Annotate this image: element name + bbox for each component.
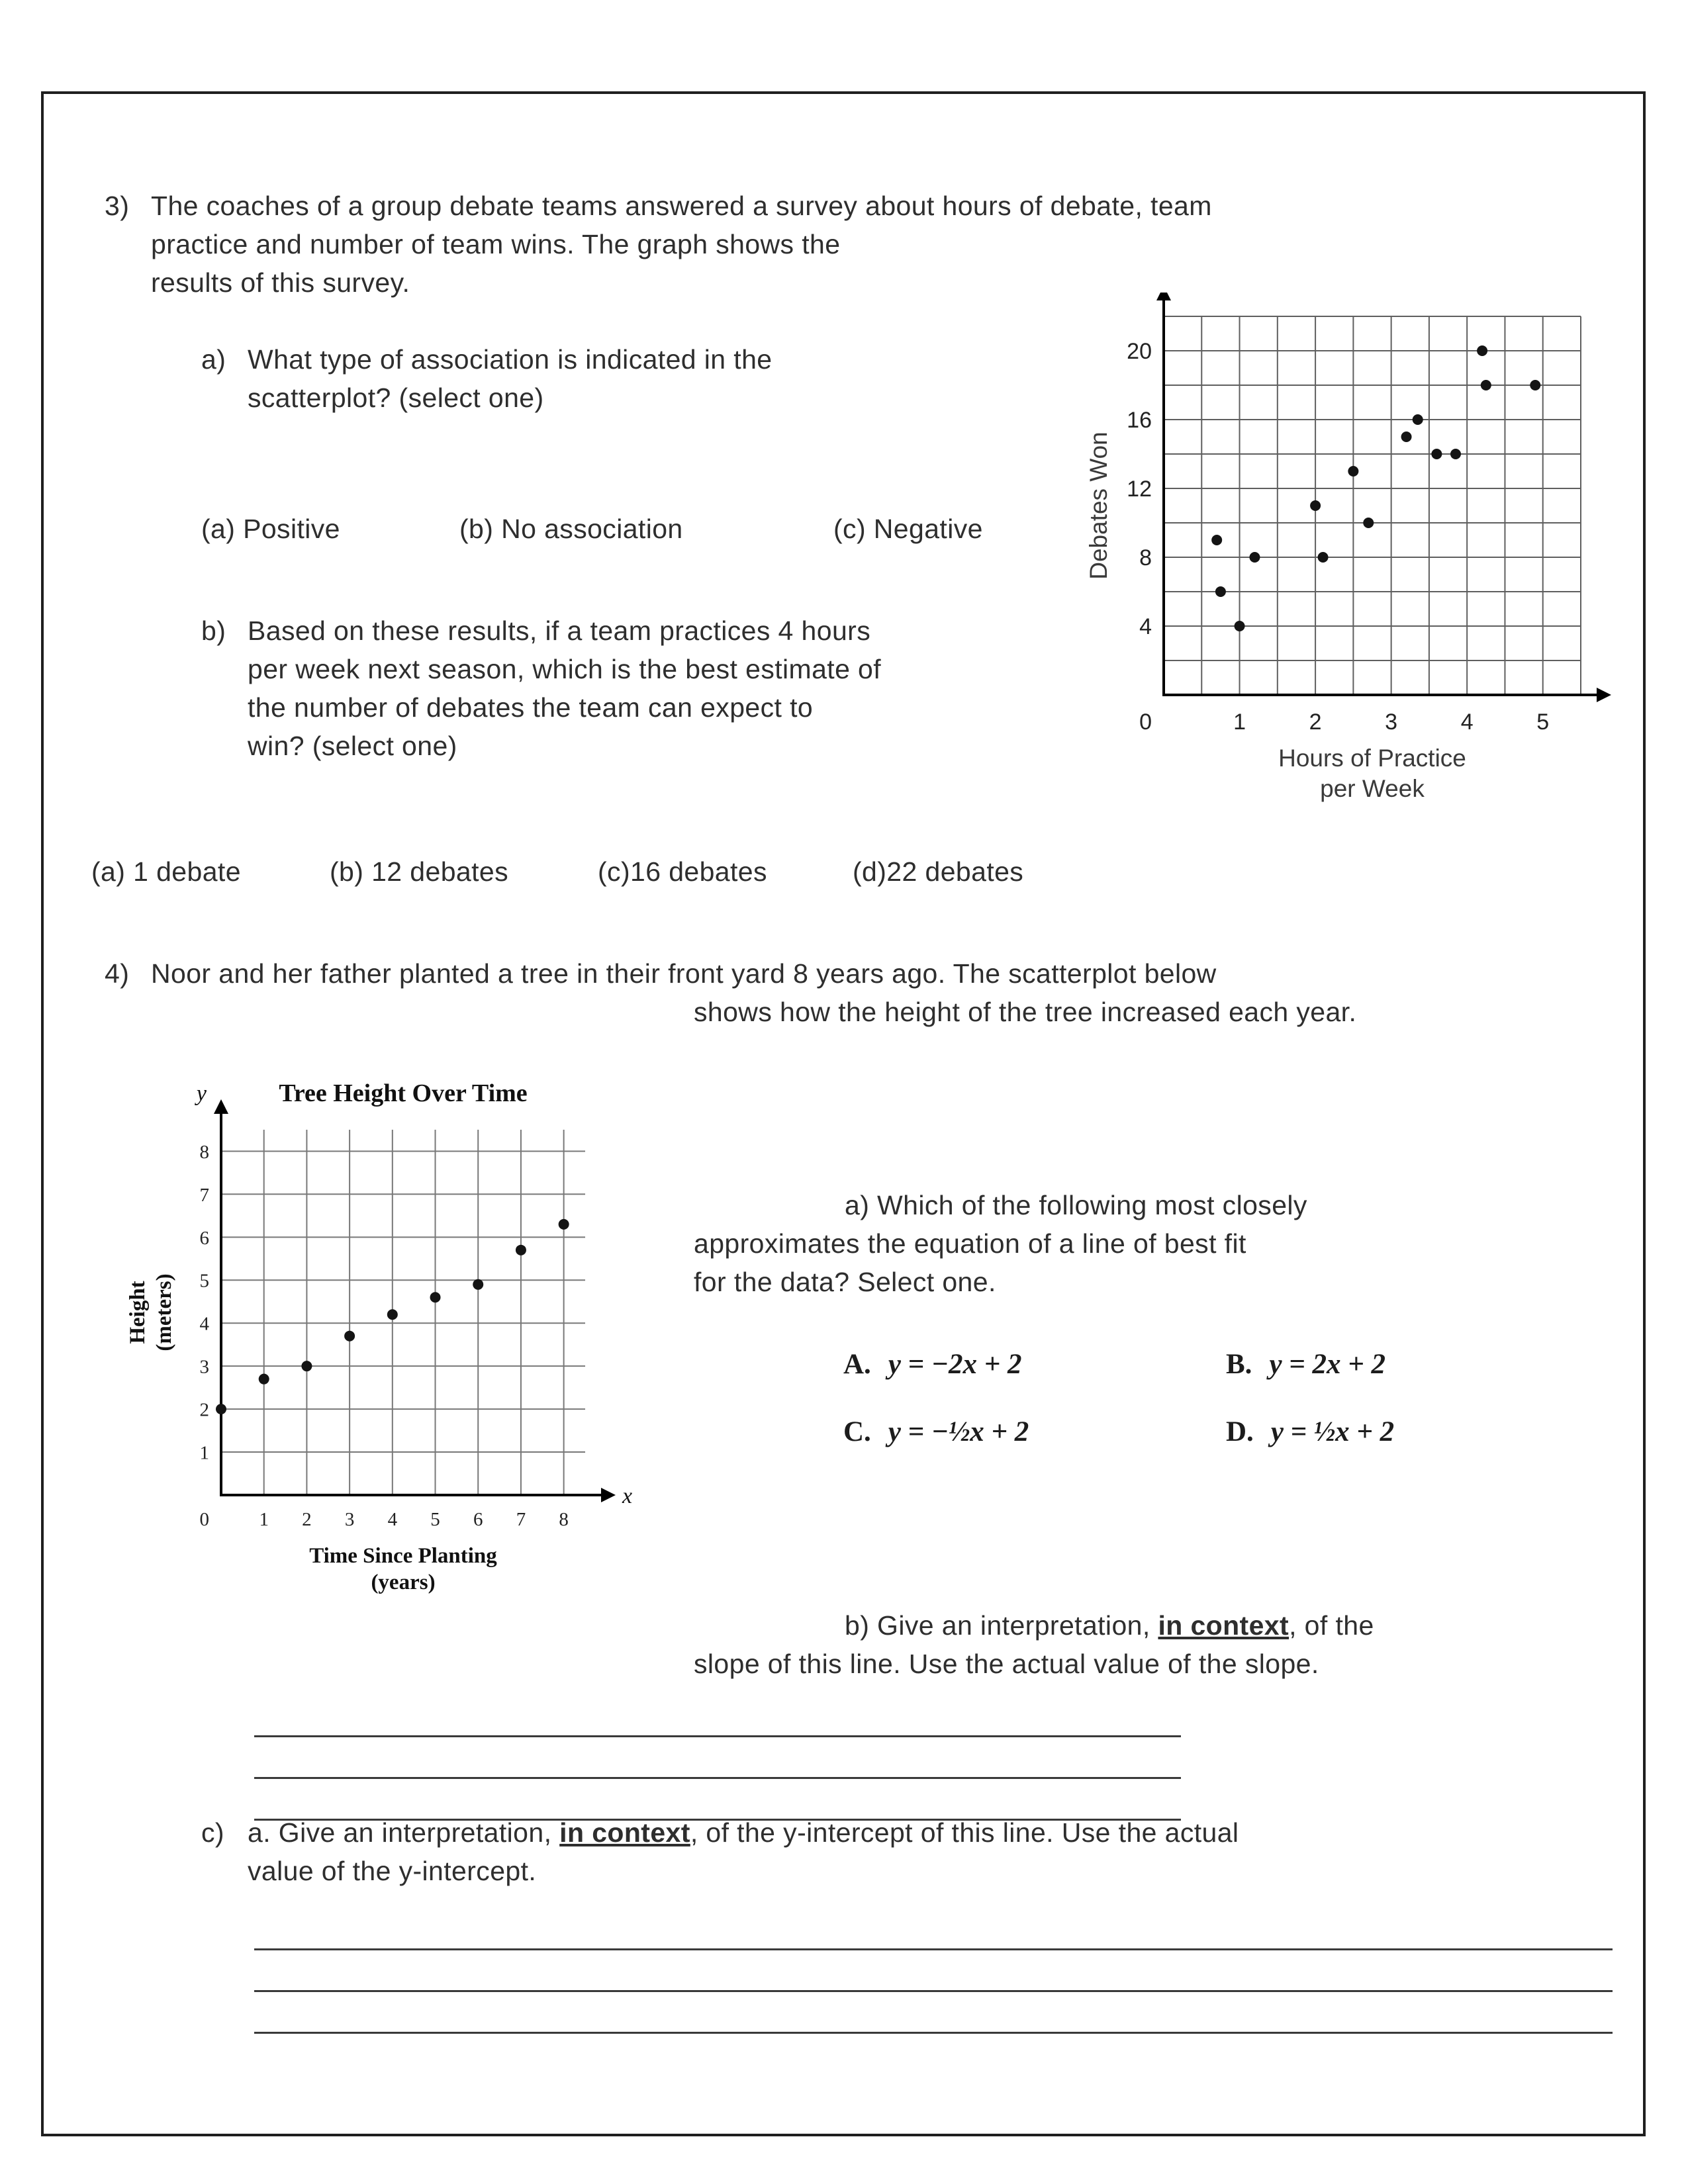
svg-text:1: 1 (199, 1442, 209, 1464)
question-3a-options (201, 510, 1194, 549)
question-4c (201, 1813, 1638, 1890)
question-3b-text-line: Based on these results, if a team practices 4 hours (248, 615, 871, 646)
svg-text:0: 0 (199, 1509, 209, 1530)
svg-text:y: y (196, 1081, 207, 1106)
svg-text:Time Since Planting: Time Since Planting (309, 1544, 497, 1568)
question-4c-label: c) (201, 1817, 224, 1848)
choice-D-label: D. (1226, 1416, 1254, 1447)
option-no-association: (b) No association (459, 514, 683, 544)
svg-text:2: 2 (1309, 709, 1322, 735)
svg-text:0: 0 (1139, 709, 1152, 735)
debates-scatterplot (1064, 293, 1620, 815)
question-4a-text-line: a) Which of the following most closely (845, 1190, 1307, 1220)
option-16-debates: (c)16 debates (598, 856, 767, 887)
answer-line (254, 1992, 1613, 2034)
question-3 (105, 187, 1561, 302)
svg-text:6: 6 (199, 1227, 209, 1249)
svg-text:Debates Won: Debates Won (1085, 432, 1112, 580)
question-4-text-line: shows how the height of the tree increased each year. (694, 997, 1357, 1027)
question-4b-post: , of the (1289, 1610, 1374, 1641)
svg-text:7: 7 (199, 1184, 209, 1206)
svg-text:4: 4 (387, 1509, 398, 1530)
svg-text:1: 1 (259, 1509, 269, 1530)
svg-text:3: 3 (344, 1509, 355, 1530)
question-4c-answer-lines (254, 1909, 1613, 2034)
question-3a (201, 340, 1095, 417)
question-3b-label: b) (201, 615, 226, 646)
answer-line (254, 1696, 1181, 1737)
question-4c-post: , of the y-intercept of this line. Use the actual (690, 1817, 1239, 1848)
question-4b-pre: b) Give an interpretation, (845, 1610, 1158, 1641)
svg-text:5: 5 (199, 1270, 209, 1292)
svg-text:4: 4 (1460, 709, 1474, 735)
question-4c-text-line (248, 1813, 1638, 1852)
svg-text:x: x (622, 1484, 633, 1508)
svg-text:5: 5 (430, 1509, 440, 1530)
answer-line (254, 1737, 1181, 1779)
question-4c-pre: a. Give an interpretation, (248, 1817, 560, 1848)
svg-text:3: 3 (1385, 709, 1398, 735)
question-3b (201, 612, 1128, 765)
question-4a-choices (843, 1348, 1651, 1494)
question-3b-options (91, 852, 1250, 892)
question-4a (694, 1186, 1640, 1301)
svg-text:(years): (years) (371, 1570, 436, 1594)
svg-text:2: 2 (199, 1399, 209, 1421)
svg-text:1: 1 (1233, 709, 1246, 735)
svg-text:8: 8 (1139, 545, 1152, 571)
question-4c-emphasis: in context (559, 1817, 690, 1848)
choice-A-label: A. (843, 1349, 871, 1380)
question-4a-text-line: approximates the equation of a line of best fit (694, 1228, 1246, 1259)
option-negative: (c) Negative (833, 514, 983, 544)
question-4 (105, 954, 1614, 1031)
question-3-text-line: The coaches of a group debate teams answered a survey about hours of debate, team (151, 191, 1212, 221)
choice-D-equation: y = ½x + 2 (1270, 1416, 1395, 1447)
question-3b-text-line: the number of debates the team can expect to (248, 692, 814, 723)
question-3b-text-line: per week next season, which is the best estimate of (248, 654, 882, 684)
question-3a-text-line: scatterplot? (select one) (248, 383, 544, 413)
question-3a-text-line: What type of association is indicated in the (248, 344, 773, 375)
svg-text:Tree Height Over Time: Tree Height Over Time (279, 1079, 528, 1107)
svg-text:Height: Height (126, 1281, 150, 1344)
choice-B-label: B. (1226, 1349, 1252, 1380)
choice-A-equation: y = −2x + 2 (888, 1349, 1022, 1380)
question-4b-text-line (845, 1606, 1647, 1645)
choice-A (843, 1348, 1021, 1381)
answer-line (254, 1909, 1613, 1950)
svg-text:(meters): (meters) (152, 1273, 176, 1351)
svg-text:4: 4 (199, 1313, 209, 1335)
svg-text:8: 8 (559, 1509, 569, 1530)
choice-B-equation: y = 2x + 2 (1269, 1349, 1386, 1380)
svg-text:7: 7 (516, 1509, 526, 1530)
question-4b-emphasis: in context (1158, 1610, 1289, 1641)
worksheet-page-border (41, 91, 1646, 2136)
option-12-debates: (b) 12 debates (330, 856, 508, 887)
question-3-text-line: practice and number of team wins. The graph shows the (151, 229, 841, 259)
question-4c-text-line: value of the y-intercept. (248, 1856, 537, 1886)
question-4-number: 4) (105, 958, 130, 989)
svg-text:4: 4 (1139, 614, 1152, 640)
question-4b (694, 1606, 1647, 1683)
choice-C-label: C. (843, 1416, 871, 1447)
choice-B (1226, 1348, 1385, 1381)
svg-text:Hours of Practice: Hours of Practice (1278, 745, 1466, 772)
svg-text:per Week: per Week (1320, 775, 1425, 802)
question-4-text-line: Noor and her father planted a tree in their front yard 8 years ago. The scatterplot below (151, 958, 1217, 989)
choice-C (843, 1416, 1029, 1448)
svg-text:6: 6 (473, 1509, 483, 1530)
svg-text:3: 3 (199, 1356, 209, 1378)
svg-text:8: 8 (199, 1141, 209, 1163)
choice-D (1226, 1416, 1394, 1448)
question-3b-text-line: win? (select one) (248, 731, 457, 761)
question-3-number: 3) (105, 191, 130, 221)
svg-text:2: 2 (302, 1509, 312, 1530)
option-22-debates: (d)22 debates (853, 856, 1024, 887)
question-4a-text-line: for the data? Select one. (694, 1267, 996, 1297)
answer-line (254, 1950, 1613, 1992)
question-3-text-line: results of this survey. (151, 267, 410, 298)
choice-C-equation: y = −½x + 2 (888, 1416, 1029, 1447)
option-positive: (a) Positive (201, 514, 340, 544)
svg-text:12: 12 (1127, 477, 1152, 502)
svg-text:20: 20 (1127, 339, 1152, 365)
question-4b-text-line: slope of this line. Use the actual value of the slope. (694, 1649, 1319, 1679)
option-1-debate: (a) 1 debate (91, 856, 241, 887)
svg-text:5: 5 (1536, 709, 1550, 735)
tree-height-scatterplot (122, 1073, 651, 1611)
svg-text:16: 16 (1127, 408, 1152, 433)
question-4b-answer-lines (254, 1696, 1181, 1821)
question-3a-label: a) (201, 344, 226, 375)
